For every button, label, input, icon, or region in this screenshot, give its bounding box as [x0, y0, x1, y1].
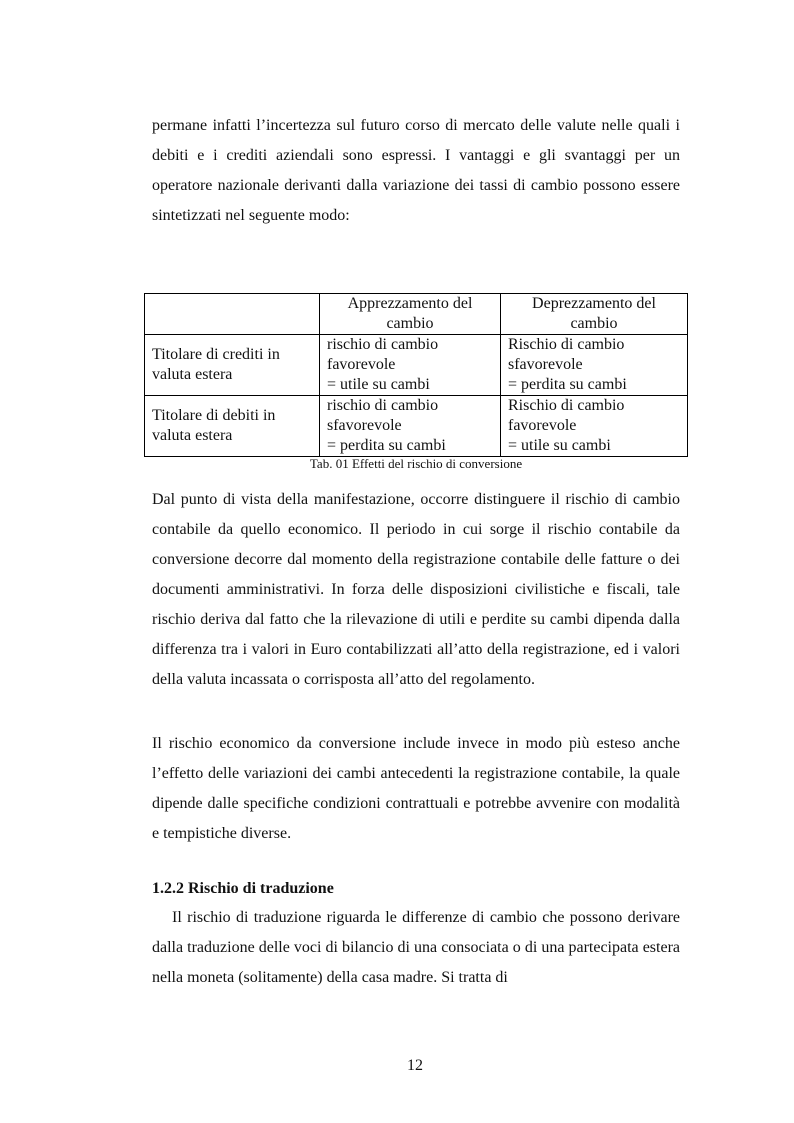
exchange-risk-table	[144, 293, 688, 457]
cell-line: = perdita su cambi	[508, 376, 627, 393]
body-paragraph-accounting-risk: Dal punto di vista della manifestazione, occorre distinguere il rischio di cambio contabile da quello economico. Il periodo in cui sorge il rischio contabile da conversione decorre dal momento della registrazione contabile delle fatture o dei documenti amministrativi. In forza delle disposizioni civilistiche e fiscali, tale rischio deriva dal fatto che la rilevazione di utili e perdite su cambi dipenda dalla differenza tra i valori in Euro contabilizzati all’atto della registrazione, ed i valori della valuta incassata o corrisposta all’atto del regolamento.	[152, 491, 680, 688]
row-label-credits: Titolare di crediti in valuta estera	[145, 335, 320, 396]
section-paragraph: Il rischio di traduzione riguarda le differenze di cambio che possono derivare dalla traduzione delle voci di bilancio di una consociata o di una partecipata estera nella moneta (solitamente) della casa madre. Si tratta di	[152, 909, 680, 986]
header-depreciation: Deprezzamento del cambio	[501, 294, 688, 335]
table-row	[145, 396, 688, 457]
intro-paragraph: permane infatti l’incertezza sul futuro corso di mercato delle valute nelle quali i debiti e i crediti aziendali sono espressi. I vantaggi e gli svantaggi per un operatore nazionale derivanti dalla variazione dei tassi di cambio possono essere sintetizzati nel seguente modo:	[152, 117, 680, 224]
header-appreciation: Apprezzamento del cambio	[320, 294, 501, 335]
cell-line: = utile su cambi	[508, 437, 611, 454]
page-number: 12	[407, 1057, 423, 1074]
row-label-debts: Titolare di debiti in valuta estera	[145, 396, 320, 457]
table-corner-cell	[145, 294, 320, 335]
section-heading: 1.2.2 Rischio di traduzione	[152, 880, 334, 897]
cell-credits-appreciation	[320, 335, 501, 396]
cell-credits-depreciation	[501, 335, 688, 396]
table-caption: Tab. 01 Effetti del rischio di conversione	[309, 456, 523, 471]
cell-line: rischio di cambio	[327, 336, 439, 353]
cell-line: Rischio di cambio	[508, 397, 625, 414]
body-paragraph-economic-risk: Il rischio economico da conversione include invece in modo più esteso anche l’effetto delle variazioni dei cambi antecedenti la registrazione contabile, la quale dipende dalle specifiche condizioni contrattuali e potrebbe avvenire con modalità e tempistiche diverse.	[152, 735, 680, 842]
cell-line: favorevole	[327, 356, 396, 373]
cell-debts-depreciation	[501, 396, 688, 457]
cell-line: rischio di cambio	[327, 397, 439, 414]
cell-line: sfavorevole	[327, 417, 402, 434]
cell-debts-appreciation	[320, 396, 501, 457]
cell-line: sfavorevole	[508, 356, 583, 373]
table-header-row	[145, 294, 688, 335]
cell-line: = perdita su cambi	[327, 437, 446, 454]
table-row	[145, 335, 688, 396]
cell-line: = utile su cambi	[327, 376, 430, 393]
cell-line: Rischio di cambio	[508, 336, 625, 353]
cell-line: favorevole	[508, 417, 577, 434]
